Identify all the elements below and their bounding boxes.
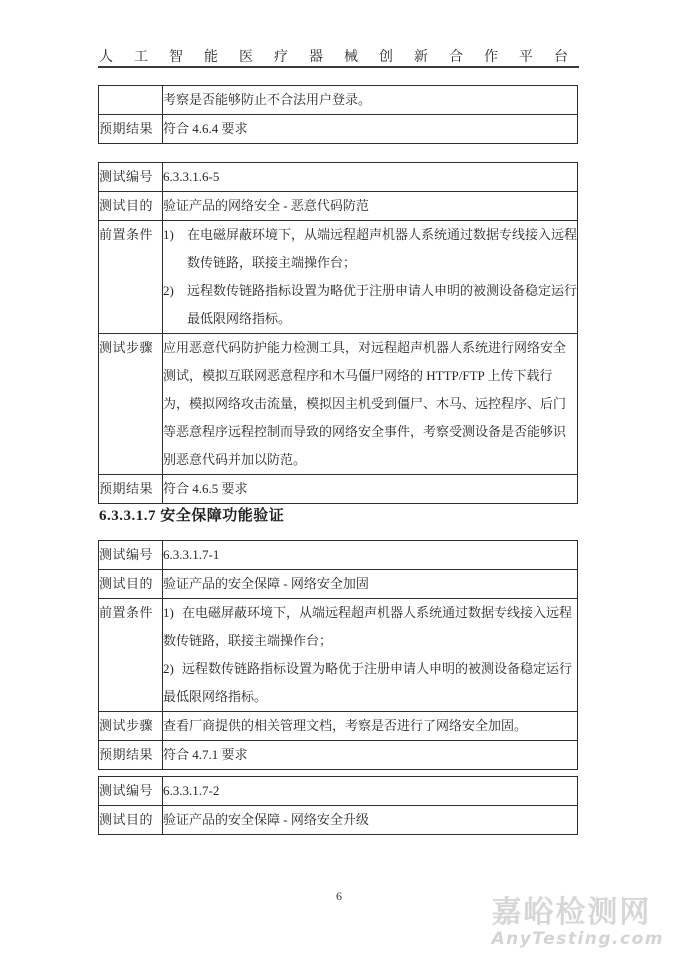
row-label: 测试目的 [99,806,163,835]
row-value: 6.3.3.1.6-5 [163,163,578,192]
row-label: 测试编号 [99,777,163,806]
header-rule [98,66,579,68]
row-value: 查看厂商提供的相关管理文档，考察是否进行了网络安全加固。 [163,712,578,741]
page-number: 6 [336,889,342,903]
row-label: 测试编号 [99,163,163,192]
row-value: 应用恶意代码防护能力检测工具，对远程超声机器人系统进行网络安全测试，模拟互联网恶意程序和木马僵尸网络的 HTTP/FTP 上传下载行为，模拟网络攻击流量，模拟因主机受到僵尸、木马、远控程序、后门等恶意程序远程控制而导致的网络安全事件，考察受测设备是否能够识别恶意代码并加以防范。 [163,334,578,475]
row-value: 符合 4.7.1 要求 [163,741,578,770]
table-row [99,115,578,144]
table-row [99,475,578,504]
row-label: 前置条件 [99,599,163,712]
watermark [491,896,664,948]
row-value: 符合 4.6.4 要求 [163,115,578,144]
table-row [99,806,578,835]
watermark-url-text: AnyTesting.com [491,929,664,949]
table-row [99,192,578,221]
item-text: 远程数传链路指标设置为略优于注册申请人申明的被测设备稳定运行最低限网络指标。 [187,283,578,326]
test-case-table-6-3-3-1-7-2 [98,776,578,835]
test-case-table-continued [98,85,578,144]
table-row [99,221,578,334]
test-case-table-6-3-3-1-6-5 [98,162,578,504]
item-number: 1) [163,227,174,242]
row-value: 验证产品的安全保障 - 网络安全升级 [163,806,578,835]
table-row [99,741,578,770]
table-row [99,86,578,115]
item-text: 在电磁屏蔽环境下，从端远程超声机器人系统通过数据专线接入远程数传链路，联接主端操作台； [163,605,573,648]
row-label: 测试步骤 [99,334,163,475]
row-label: 测试目的 [99,570,163,599]
watermark-chinese-text: 嘉峪检测网 [491,895,652,930]
test-case-table-6-3-3-1-7-1 [98,540,578,770]
row-value: 验证产品的安全保障 - 网络安全加固 [163,570,578,599]
row-value: 6.3.3.1.7-2 [163,777,578,806]
row-value: 验证产品的网络安全 - 恶意代码防范 [163,192,578,221]
table-row [99,570,578,599]
item-number: 1) [163,605,174,620]
item-number: 2) [163,661,174,676]
precondition-item [163,277,577,333]
row-value: 6.3.3.1.7-1 [163,541,578,570]
row-label [99,86,163,115]
table-row [99,599,578,712]
row-label: 测试步骤 [99,712,163,741]
row-label: 预期结果 [99,741,163,770]
row-label: 前置条件 [99,221,163,334]
row-label: 预期结果 [99,115,163,144]
row-label: 测试目的 [99,192,163,221]
precondition-item [163,599,577,655]
table-row [99,712,578,741]
header-title: 人工智能医疗器械创新合作平台 [99,50,589,65]
row-value [163,599,578,712]
item-text: 在电磁屏蔽环境下，从端远程超声机器人系统通过数据专线接入远程数传链路，联接主端操作台； [187,227,578,270]
row-label: 预期结果 [99,475,163,504]
row-label: 测试编号 [99,541,163,570]
table-row [99,777,578,806]
table-row [99,334,578,475]
precondition-item [163,221,577,277]
item-number: 2) [163,283,174,298]
row-value [163,221,578,334]
precondition-item [163,655,577,711]
section-heading: 6.3.3.1.7 安全保障功能验证 [99,508,285,524]
table-row [99,163,578,192]
table-row [99,541,578,570]
item-text: 远程数传链路指标设置为略优于注册申请人申明的被测设备稳定运行最低限网络指标。 [163,661,573,704]
row-value: 符合 4.6.5 要求 [163,475,578,504]
row-value: 考察是否能够防止不合法用户登录。 [163,86,578,115]
